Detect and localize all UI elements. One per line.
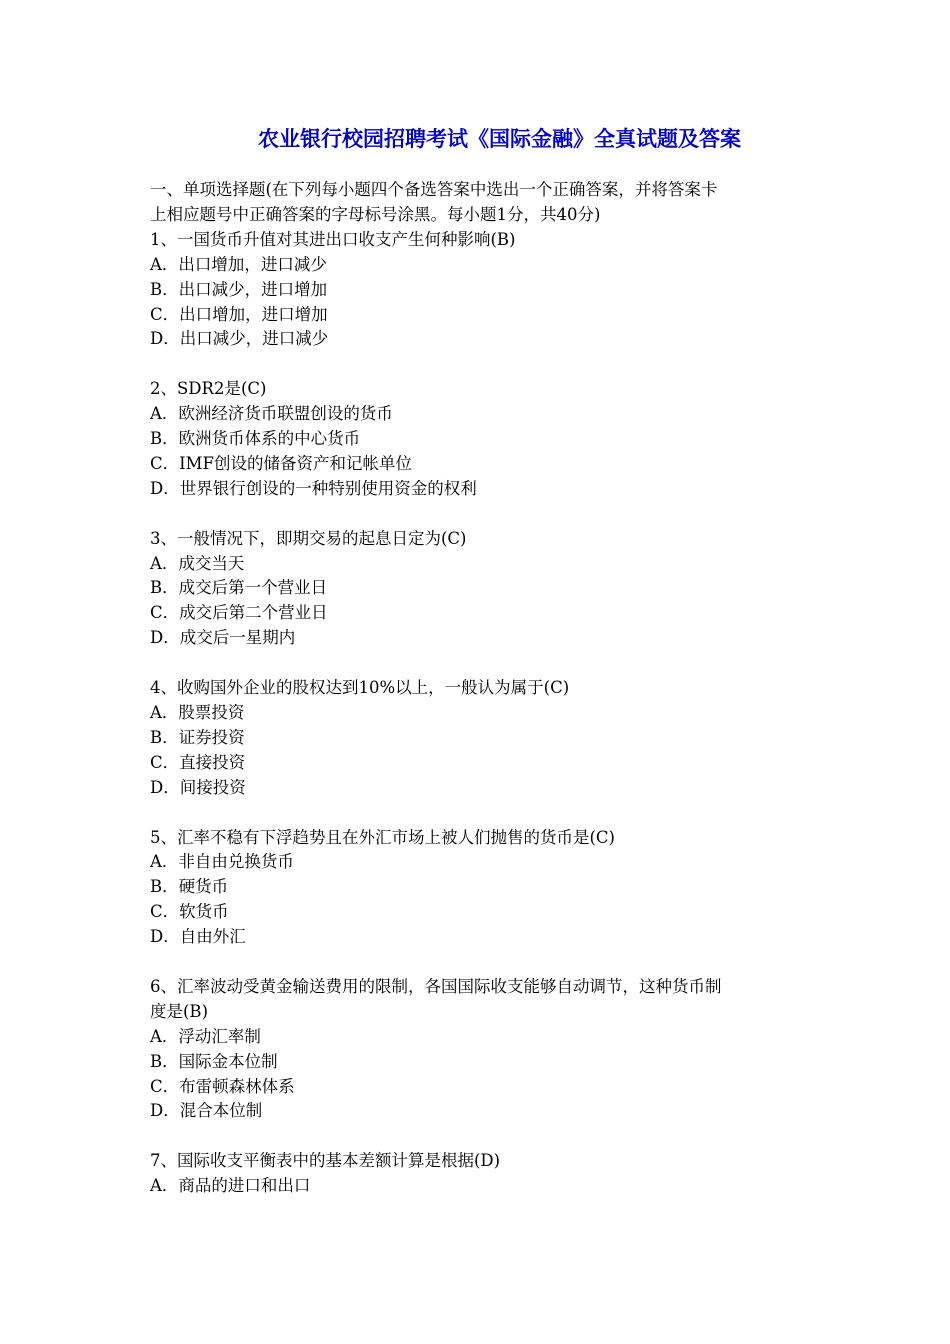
question-5 [150, 826, 810, 951]
question-stem-continued: 度是(B) [150, 1001, 208, 1021]
option-a: A．浮动汇率制 [150, 1026, 261, 1046]
option-b: B．欧洲货币体系的中心货币 [150, 429, 361, 449]
option-b: B．成交后第一个营业日 [150, 578, 328, 598]
question-stem: 7、国际收支平衡表中的基本差额计算是根据(D) [150, 1151, 501, 1171]
section-heading-line-2: 上相应题号中正确答案的字母标号涂黑。每小题1分，共40分) [150, 204, 601, 224]
option-d: D．世界银行创设的一种特别使用资金的权利 [150, 478, 477, 498]
option-d: D．出口减少，进口减少 [150, 329, 329, 349]
question-stem: 5、汇率不稳有下浮趋势且在外汇市场上被人们抛售的货币是(C) [150, 827, 615, 847]
option-d: D．混合本位制 [150, 1101, 263, 1121]
option-a: A．商品的进口和出口 [150, 1176, 311, 1196]
question-stem: 2、SDR2是(C) [150, 379, 267, 399]
option-b: B．证券投资 [150, 727, 245, 747]
option-d: D．间接投资 [150, 777, 246, 797]
option-c: C．成交后第二个营业日 [150, 603, 328, 623]
document-body [150, 178, 810, 1199]
blank-line [150, 352, 810, 377]
option-b: B．出口减少，进口增加 [150, 279, 328, 299]
option-a: A．成交当天 [150, 553, 245, 573]
option-d: D．自由外汇 [150, 927, 246, 947]
blank-line [150, 950, 810, 975]
question-1 [150, 228, 810, 353]
question-stem: 6、汇率波动受黄金输送费用的限制，各国国际收支能够自动调节，这种货币制 [150, 976, 722, 996]
blank-line [150, 651, 810, 676]
option-c: C．直接投资 [150, 752, 246, 772]
question-stem: 1、一国货币升值对其进出口收支产生何种影响(B) [150, 229, 516, 249]
question-stem: 3、一般情况下，即期交易的起息日定为(C) [150, 528, 467, 548]
document-title: 农业银行校园招聘考试《国际金融》全真试题及答案 [258, 127, 741, 151]
option-a: A．股票投资 [150, 702, 245, 722]
question-stem: 4、收购国外企业的股权达到10%以上，一般认为属于(C) [150, 678, 570, 698]
question-6 [150, 975, 810, 1124]
option-a: A．出口增加，进口减少 [150, 254, 327, 274]
question-7 [150, 1149, 810, 1199]
question-2 [150, 377, 810, 502]
question-4 [150, 676, 810, 801]
option-d: D．成交后一星期内 [150, 628, 296, 648]
option-c: C．IMF创设的储备资产和记帐单位 [150, 453, 412, 473]
option-c: C．布雷顿森林体系 [150, 1076, 295, 1096]
option-a: A．非自由兑换货币 [150, 852, 294, 872]
blank-line [150, 502, 810, 527]
blank-line [150, 1124, 810, 1149]
blank-line [150, 801, 810, 826]
option-a: A．欧洲经济货币联盟创设的货币 [150, 404, 393, 424]
option-b: B．硬货币 [150, 877, 229, 897]
question-3 [150, 527, 810, 652]
option-c: C．出口增加，进口增加 [150, 304, 328, 324]
option-c: C．软货币 [150, 902, 229, 922]
section-heading-line-1: 一、单项选择题(在下列每小题四个备选答案中选出一个正确答案，并将答案卡 [150, 180, 718, 199]
option-b: B．国际金本位制 [150, 1051, 278, 1071]
